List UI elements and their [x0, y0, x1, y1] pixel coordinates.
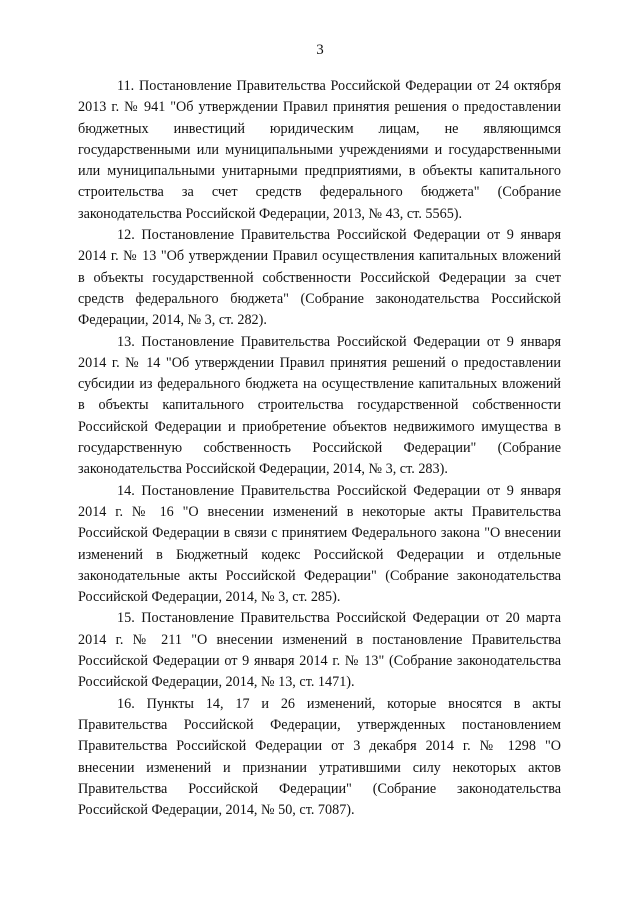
page-number: 3	[316, 42, 324, 58]
list-item-16: 16. Пункты 14, 17 и 26 изменений, которые вносятся в акты Правительства Российской Федерации, утвержденных постановлением Правительства Российской Федерации от 3 декабря 2014 г. № 1298 "О внесении изменений и признании утратившими силу некоторых актов Правительства Российской Федерации" (Собрание законодательства Российской Федерации, 2014, № 50, ст. 7087).	[78, 695, 561, 819]
document-body	[78, 76, 561, 821]
list-item-11: 11. Постановление Правительства Российской Федерации от 24 октября 2013 г. № 941 "Об утверждении Правил принятия решения о предоставлении бюджетных инвестиций юридическим лицам, не являющимся государственными или муниципальными учреждениями и государственными или муниципальными унитарными предприятиями, в объекты капитального строительства за счет средств федерального бюджета" (Собрание законодательства Российской Федерации, 2013, № 43, ст. 5565).	[78, 78, 561, 222]
list-item-14: 14. Постановление Правительства Российской Федерации от 9 января 2014 г. № 16 "О внесении изменений в некоторые акты Правительства Российской Федерации в связи с принятием Федерального закона "О внесении изменений в Бюджетный кодекс Российской Федерации и отдельные законодательные акты Российской Федерации" (Собрание законодательства Российской Федерации, 2014, № 3, ст. 285).	[78, 482, 561, 606]
list-item-15: 15. Постановление Правительства Российской Федерации от 20 марта 2014 г. № 211 "О внесении изменений в постановление Правительства Российской Федерации от 9 января 2014 г. № 13" (Собрание законодательства Российской Федерации, 2014, № 13, ст. 1471).	[78, 610, 561, 691]
list-item-12: 12. Постановление Правительства Российской Федерации от 9 января 2014 г. № 13 "Об утверждении Правил осуществления капитальных вложений в объекты государственной собственности Российской Федерации за счет средств федерального бюджета" (Собрание законодательства Российской Федерации, 2014, № 3, ст. 282).	[78, 227, 561, 329]
list-item-13: 13. Постановление Правительства Российской Федерации от 9 января 2014 г. № 14 "Об утверждении Правил принятия решений о предоставлении субсидии из федерального бюджета на осуществление капитальных вложений в объекты капитального строительства государственной собственности Российской Федерации и приобретение объектов недвижимого имущества в государственную собственность Российской Федерации" (Собрание законодательства Российской Федерации, 2014, № 3, ст. 283).	[78, 333, 561, 478]
